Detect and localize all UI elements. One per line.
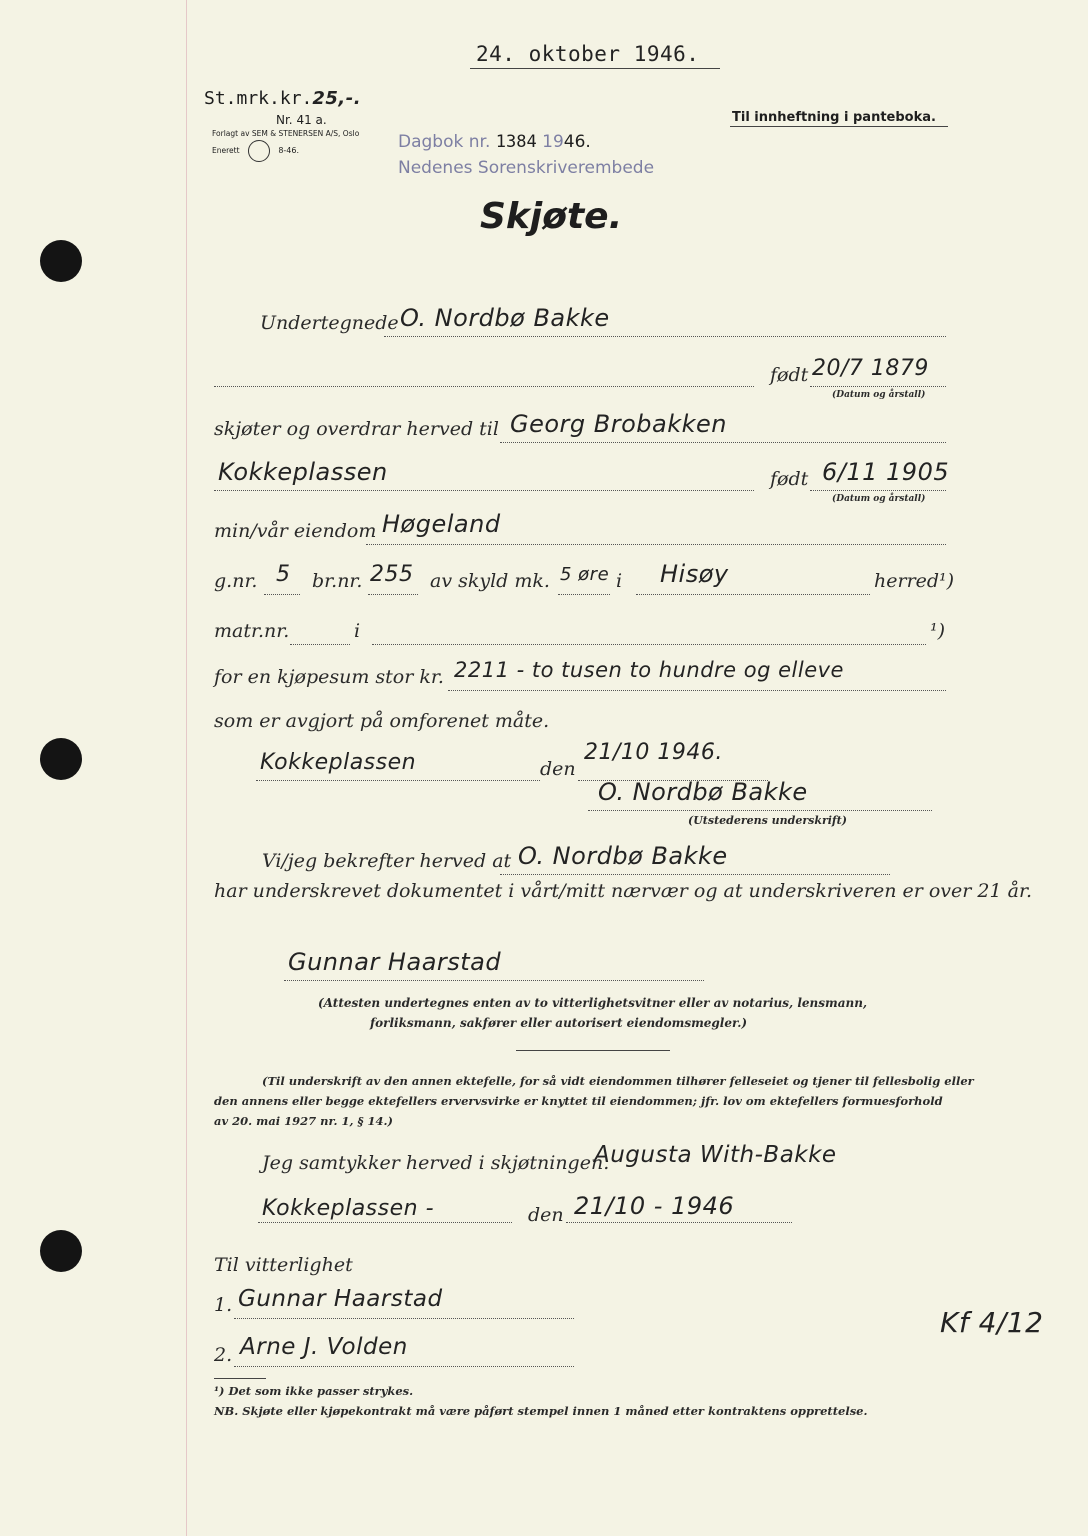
footnote-2: NB. Skjøte eller kjøpekontrakt må være påført stempel innen 1 måned etter kontraktens opprettelse.: [214, 1404, 868, 1418]
confirm-line: [500, 874, 890, 875]
seller-extra-line: [214, 386, 754, 387]
property-label: min/vår eiendom: [214, 520, 377, 542]
den-label: den: [540, 758, 576, 780]
margin-note: Kf 4/12: [940, 1306, 1044, 1339]
confirm-text: har underskrevet dokumentet i vårt/mitt nærvær og at underskriveren er over 21 år.: [214, 880, 1032, 902]
witnesses-heading: Til vitterlighet: [214, 1254, 353, 1276]
issuer-signature: O. Nordbø Bakke: [598, 778, 808, 806]
spouse-place-line: [258, 1222, 512, 1223]
price-value: 2211 - to tusen to hundre og elleve: [454, 658, 844, 682]
document-title: Skjøte.: [480, 196, 623, 237]
attest-note-1: (Attesten undertegnes enten av to vitterlighetsvitner eller av notarius, lensmann,: [318, 996, 868, 1010]
spouse-place: Kokkeplassen -: [262, 1196, 435, 1221]
buyer-place: Kokkeplassen: [218, 458, 388, 486]
undersigned-value: O. Nordbø Bakke: [400, 304, 610, 332]
spouse-note-3: av 20. mai 1927 nr. 1, § 14.): [214, 1114, 393, 1128]
filing-note-underline: [730, 126, 948, 127]
born-label-2: født: [770, 468, 809, 490]
sign-date: 21/10 1946.: [584, 740, 723, 765]
property-value: Høgeland: [382, 510, 501, 538]
witness-signature: Gunnar Haarstad: [288, 948, 502, 976]
confirm-label: Vi/jeg bekrefter herved at: [262, 850, 512, 872]
office-stamp: Nedenes Sorenskriverembede: [398, 158, 655, 178]
journal-year: 46.: [563, 132, 591, 152]
date-underline: [470, 68, 720, 69]
matr-end: ¹): [930, 620, 946, 642]
date-hint-1: (Datum og årstall): [832, 390, 926, 400]
undersigned-label: Undertegnede: [260, 312, 399, 334]
brnr-label: br.nr.: [312, 570, 363, 592]
matr-line: [290, 644, 350, 645]
margin-rule: [186, 0, 187, 1536]
matr-label: matr.nr.: [214, 620, 290, 642]
settled-text: som er avgjort på omforenet måte.: [214, 710, 550, 732]
witness-2-signature: Arne J. Volden: [240, 1334, 408, 1360]
spouse-note-1: (Til underskrift av den annen ektefelle, for så vidt eiendommen tilhører felleseiet og tjener til fellesbolig eller: [262, 1074, 974, 1088]
gnr-line: [264, 594, 300, 595]
attest-note-2: forliksmann, sakfører eller autorisert eiendomsmegler.): [370, 1016, 748, 1030]
buyer-line: [500, 442, 946, 443]
consent-label: Jeg samtykker herved i skjøtningen.: [262, 1152, 610, 1174]
undersigned-line: [384, 336, 946, 337]
place-line: [256, 780, 540, 781]
journal-year-prefix: 19: [542, 132, 564, 152]
issuer-signature-line: [588, 810, 932, 811]
date-hint-2: (Datum og årstall): [832, 494, 926, 504]
brnr-line: [368, 594, 418, 595]
price-label: for en kjøpesum stor kr.: [214, 666, 444, 688]
punch-hole-middle: [40, 738, 82, 780]
filing-note: Til innheftning i panteboka.: [732, 110, 936, 125]
skyld-label: av skyld mk.: [430, 570, 550, 592]
price-line: [448, 690, 946, 691]
witness-num-1: 1.: [214, 1294, 233, 1316]
spouse-date-line: [566, 1222, 792, 1223]
stamp-fee-value: 25,-.: [312, 88, 362, 109]
journal-stamp: [398, 132, 591, 152]
consent-signature: Augusta With-Bakke: [594, 1142, 837, 1168]
footnote-1: ¹) Det som ikke passer strykes.: [214, 1384, 414, 1398]
publisher-rights: Enerett: [212, 146, 240, 155]
footnote-rule: [214, 1378, 266, 1379]
brnr-value: 255: [370, 562, 414, 587]
buyer-value: Georg Brobakken: [510, 410, 728, 438]
witness-1-signature: Gunnar Haarstad: [238, 1286, 443, 1312]
spouse-date: 21/10 - 1946: [574, 1192, 735, 1220]
issuer-caption: (Utstederens underskrift): [688, 814, 847, 827]
publisher-line: Forlagt av SEM & STENERSEN A/S, Oslo: [212, 129, 360, 138]
journal-label: Dagbok nr.: [398, 132, 491, 152]
transfer-label: skjøter og overdrar herved til: [214, 418, 499, 440]
matr-place-line: [372, 644, 926, 645]
gnr-label: g.nr.: [214, 570, 258, 592]
form-number: Nr. 41 a.: [276, 113, 327, 127]
gnr-value: 5: [276, 562, 291, 587]
municipality-value: Hisøy: [660, 560, 729, 588]
stamp-fee-text: St.mrk.kr.: [204, 88, 313, 109]
matr-i-label: i: [354, 620, 361, 642]
skyld-line: [558, 594, 610, 595]
place-value: Kokkeplassen: [260, 750, 417, 775]
witness-line-1: [234, 1318, 574, 1319]
witness-line-2: [234, 1366, 574, 1367]
publisher-date: 8-46.: [278, 146, 300, 155]
skyld-value: 5 øre: [560, 564, 610, 585]
property-line: [366, 544, 946, 545]
spouse-den-label: den: [528, 1204, 564, 1226]
publisher-logo: [248, 140, 270, 162]
section-divider: [516, 1050, 670, 1051]
born-label-1: født: [770, 364, 809, 386]
born-value-2: 6/11 1905: [822, 458, 950, 486]
spouse-note-2: den annens eller begge ektefellers ervervsvirke er knyttet til eiendommen; jfr. lov om ektefellers formuesforhold: [214, 1094, 943, 1108]
herred-label: herred¹): [874, 570, 955, 592]
born-line-2: [810, 490, 946, 491]
buyer-place-line: [214, 490, 754, 491]
stamp-fee-label: [204, 88, 361, 109]
witness-signature-line: [284, 980, 704, 981]
born-line-1: [810, 386, 946, 387]
municipality-i-label: i: [616, 570, 623, 592]
born-value-1: 20/7 1879: [812, 356, 929, 381]
document-date: 24. oktober 1946.: [476, 42, 700, 66]
publisher-line-2: [212, 140, 299, 162]
witness-num-2: 2.: [214, 1344, 233, 1366]
municipality-line: [636, 594, 870, 595]
punch-hole-bottom: [40, 1230, 82, 1272]
punch-hole-top: [40, 240, 82, 282]
journal-number: 1384: [495, 132, 537, 152]
confirm-value: O. Nordbø Bakke: [518, 842, 728, 870]
